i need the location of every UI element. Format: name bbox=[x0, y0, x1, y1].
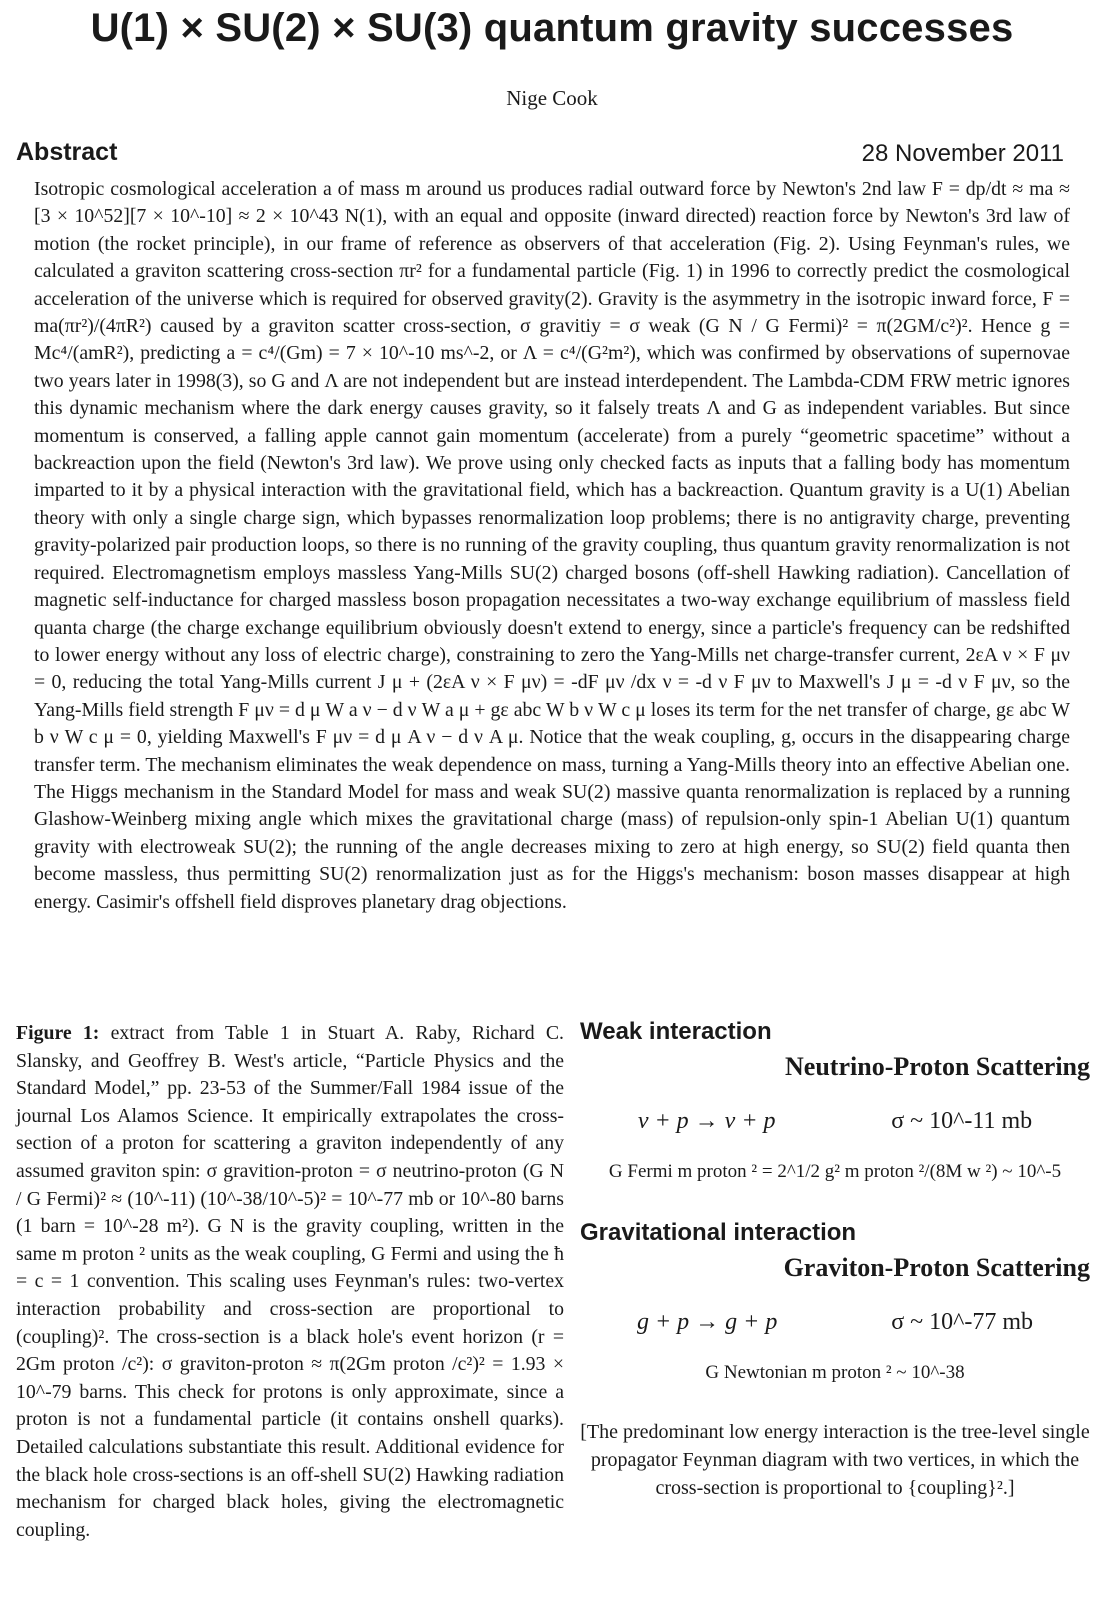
grav-coupling: G Newtonian m proton ² ~ 10^-38 bbox=[705, 1362, 965, 1383]
page-title: U(1) × SU(2) × SU(3) quantum gravity successes bbox=[90, 6, 1014, 50]
figure1-text: extract from Table 1 in Stuart A. Raby, Richard C. Slansky, and Geoffrey B. West's article, “Particle Physics and the Standard Model,” pp. 23-53 of the Summer/Fall 1984 issue of the journal Los Alamos Science. It empirically extrapolates the cross-section of a proton for scattering a graviton independently of any assumed graviton spin: σ gravition-proton = σ neutrino-proton (G N / G Fermi)² ≈ (10^-11) (10^-38/10^-5)² = 10^-77 mb or 10^-80 barns (1 barn = 10^-28 m²). G N is the gravity coupling, written in the same m proton ² units as the weak coupling, G Fermi and using the ħ = c = 1 convention. This scaling uses Feynman's rules: two-vertex interaction probability and cross-section are proportional to (coupling)². The cross-section is a black hole's event horizon (r = 2Gm proton /c²): σ graviton-proton ≈ π(2Gm proton /c²)² = 1.93 × 10^-79 barns. This check for protons is only approximate, since a proton is not a fundamental particle (it contains onshell quarks). Detailed calculations substantiate this result. Additional evidence for the black hole cross-sections is an off-shell SU(2) Hawking radiation mechanism for charged black holes, giving the electromagnetic coupling. bbox=[16, 1022, 564, 1541]
grav-subheading: Graviton-Proton Scattering bbox=[783, 1253, 1090, 1282]
grav-heading: Gravitational interaction bbox=[580, 1219, 857, 1246]
figure-note: [The predominant low energy interaction is the tree-level single propagator Feynman diagram with two vertices, in which the cross-section is proportional to {coupling}².] bbox=[580, 1421, 1090, 1499]
weak-subheading: Neutrino-Proton Scattering bbox=[785, 1052, 1090, 1081]
author: Nige Cook bbox=[506, 86, 598, 110]
weak-heading: Weak interaction bbox=[580, 1018, 772, 1045]
grav-reaction: g + p → g + p bbox=[636, 1309, 778, 1335]
weak-coupling: G Fermi m proton ² = 2^1/2 g² m proton ²/(8M w ²) ~ 10^-5 bbox=[608, 1161, 1062, 1182]
grav-cross-section: σ ~ 10^-77 mb bbox=[891, 1309, 1034, 1335]
weak-cross-section: σ ~ 10^-11 mb bbox=[891, 1108, 1033, 1134]
figure1-table bbox=[580, 1018, 1090, 1502]
figure1-label: Figure 1: bbox=[16, 1022, 100, 1044]
abstract-text: Isotropic cosmological acceleration a of mass m around us produces radial outward force by Newton's 2nd law F = dp/dt ≈ ma ≈ [3 × 10^52][7 × 10^-10] ≈ 2 × 10^43 N(1), with an equal and opposite (inward directed) reaction force by Newton's 3rd law of motion (the rocket principle), in our frame of reference as observers of that acceleration (Fig. 2). Using Feynman's rules, we calculated a graviton scattering cross-section πr² for a fundamental particle (Fig. 1) in 1996 to correctly predict the cosmological acceleration of the universe which is required for observed gravity(2). Gravity is the asymmetry in the isotropic inward force, F = ma(πr²)/(4πR²) caused by a graviton scatter cross-section, σ gravitiy = σ weak (G N / G Fermi)² = π(2GM/c²)². Hence g = Mc⁴/(amR²), predicting a = c⁴/(Gm) = 7 × 10^-10 ms^-2, or Λ = c⁴/(G²m²), which was confirmed by observations of supernovae two years later in 1998(3), so G and Λ are not independent but are instead interdependent. The Lambda-CDM FRW metric ignores this dynamic mechanism where the dark energy causes gravity, so it falsely treats Λ and G as independent variables. But since momentum is conserved, a falling apple cannot gain momentum (accelerate) from a purely “geometric spacetime” without a backreaction upon the field (Newton's 3rd law). We prove using only checked facts as inputs that a falling body has momentum imparted to it by a physical interaction with the gravitational field, which has a backreaction. Quantum gravity is a U(1) Abelian theory with only a single charge sign, which bypasses renormalization loop problems; there is no antigravity charge, preventing gravity-polarized pair production loops, so there is no running of the gravity coupling, thus quantum gravity renormalization is not required. Electromagnetism employs massless Yang-Mills SU(2) charged bosons (off-shell Hawking radiation). Cancellation of magnetic self-inductance for charged massless boson propagation necessitates a two-way exchange equilibrium of massless field quanta charge (the charge exchange equilibrium obviously doesn't extend to energy, since a particle's frequency can be redshifted to lower energy without any loss of electric charge), constraining to zero the Yang-Mills net charge-transfer current, 2εA ν × F μν = 0, reducing the total Yang-Mills current J μ + (2εA ν × F μν) = -dF μν /dx ν = -d ν F μν to Maxwell's J μ = -d ν F μν, so the Yang-Mills field strength F μν = d μ W a ν − d ν W a μ + gε abc W b ν W c μ loses its term for the net transfer of charge, gε abc W b ν W c μ = 0, yielding Maxwell's F μν = d μ A ν − d ν A μ. Notice that the weak coupling, g, occurs in the disappearing charge transfer term. The mechanism eliminates the weak dependence on mass, turning a Yang-Mills theory into an effective Abelian one. The Higgs mechanism in the Standard Model for mass and weak SU(2) massive quanta renormalization is replaced by a running Glashow-Weinberg mixing angle which mixes the gravitational charge (mass) of repulsion-only spin-1 Abelian U(1) quantum gravity with electroweak SU(2); the running of the angle decreases mixing to zero at high energy, so SU(2) field quanta then become massless, thus permitting SU(2) renormalization just as for the Higgs's mechanism: boson masses disappear at high energy. Casimir's offshell field disproves planetary drag objections. bbox=[34, 178, 1070, 913]
date: 28 November 2011 bbox=[861, 140, 1064, 167]
weak-reaction: ν + p → ν + p bbox=[637, 1108, 776, 1134]
abstract-heading: Abstract bbox=[16, 138, 118, 166]
figure1-caption bbox=[16, 1020, 564, 1544]
